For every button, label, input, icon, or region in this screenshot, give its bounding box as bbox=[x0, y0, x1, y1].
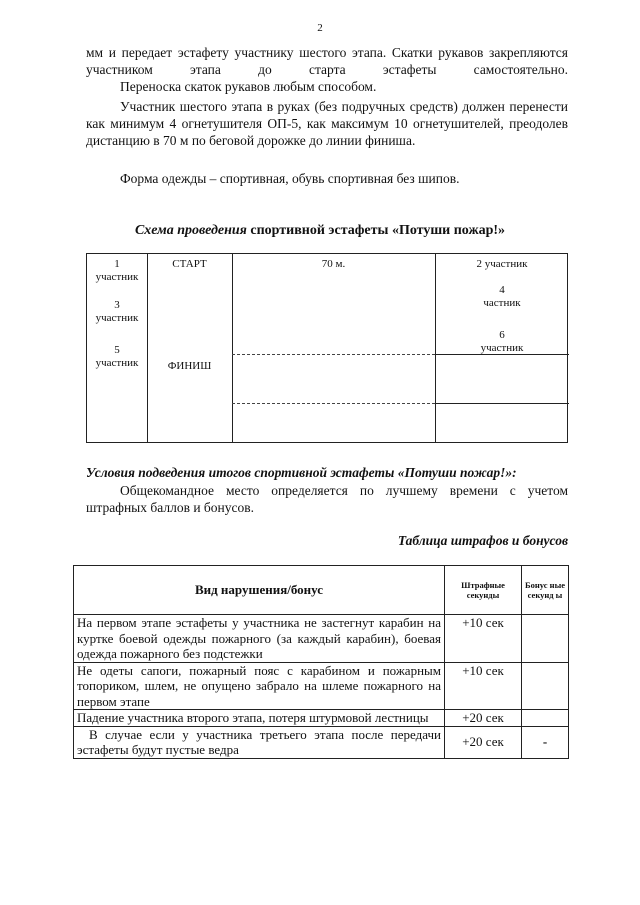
table-row bbox=[74, 726, 569, 758]
penalty-value: +20 сек bbox=[445, 710, 522, 727]
scheme-divider bbox=[232, 254, 233, 442]
scheme-caption-rest: спортивной эстафеты «Потуши пожар!» bbox=[250, 223, 506, 238]
finish-label: ФИНИШ bbox=[167, 360, 212, 372]
violation-desc: На первом этапе эстафеты у участника не застегнут карабин на куртке боевой одежды пожарного (за каждый карабин), боевая одежда пожарного без подстежки bbox=[74, 615, 445, 663]
table-row bbox=[74, 615, 569, 663]
table-header-row bbox=[74, 566, 569, 615]
paragraph-carrying: Переноска скаток рукавов любым способом. bbox=[120, 79, 377, 94]
results-text: Общекомандное место определяется по лучшему времени с учетом штрафных баллов и бонусов. bbox=[86, 483, 568, 515]
scheme-caption bbox=[0, 223, 640, 239]
table-row bbox=[74, 710, 569, 727]
paragraph-stage-six: Участник шестого этапа в руках (без подручных средств) должен перенести как минимум 4 огнетушителя ОП-5, как максимум 10 огнетушителей, преодолев дистанцию в 70 м по беговой дорожке до линии финиша. bbox=[86, 99, 568, 148]
start-label: СТАРТ bbox=[172, 258, 207, 270]
distance-label: 70 м. bbox=[321, 258, 346, 270]
paragraph-hoses: мм и передает эстафету участнику шестого этапа. Скатки рукавов закрепляются участником этапа до старта эстафеты самостоятельно. bbox=[86, 45, 568, 77]
lane-line bbox=[232, 403, 435, 404]
participant-3: 3 участник bbox=[95, 299, 139, 324]
penalty-value: +10 сек bbox=[445, 662, 522, 710]
penalty-table-caption: Таблица штрафов и бонусов bbox=[397, 533, 568, 548]
table-row bbox=[74, 662, 569, 710]
participant-4: 4 частник bbox=[483, 284, 521, 309]
bonus-value bbox=[522, 710, 569, 727]
paragraph-uniform: Форма одежды – спортивная, обувь спортивная без шипов. bbox=[120, 171, 460, 186]
participant-6: 6 участник bbox=[480, 329, 524, 354]
participant-1: 1 участник bbox=[95, 258, 139, 283]
page-number: 2 bbox=[317, 22, 323, 34]
scheme-divider bbox=[147, 254, 148, 442]
penalty-table bbox=[73, 565, 569, 759]
participant-5: 5 участник bbox=[95, 344, 139, 369]
lane-line bbox=[435, 403, 569, 404]
violation-desc: Не одеты сапоги, пожарный пояс с карабином и пожарным топориком, шлем, не опущено забрало на шлеме пожарного на первом этапе bbox=[74, 662, 445, 710]
bonus-value bbox=[522, 615, 569, 663]
header-violation: Вид нарушения/бонус bbox=[74, 566, 445, 615]
results-heading: Условия подведения итогов спортивной эстафеты «Потуши пожар!»: bbox=[86, 465, 517, 480]
relay-scheme bbox=[86, 253, 568, 443]
scheme-caption-italic: Схема проведения bbox=[134, 223, 247, 238]
penalty-value: +10 сек bbox=[445, 615, 522, 663]
bonus-value bbox=[522, 662, 569, 710]
violation-desc: Падение участника второго этапа, потеря штурмовой лестницы bbox=[74, 710, 445, 727]
participant-2: 2 участник bbox=[476, 258, 528, 270]
header-penalty: Штрафные секунды bbox=[445, 566, 522, 615]
bonus-value: - bbox=[522, 726, 569, 758]
penalty-value: +20 сек bbox=[445, 726, 522, 758]
violation-desc: В случае если у участника третьего этапа после передачи эстафеты будут пустые ведра bbox=[74, 726, 445, 758]
header-bonus: Бонус ные секунд ы bbox=[522, 566, 569, 615]
lane-line bbox=[232, 354, 435, 355]
